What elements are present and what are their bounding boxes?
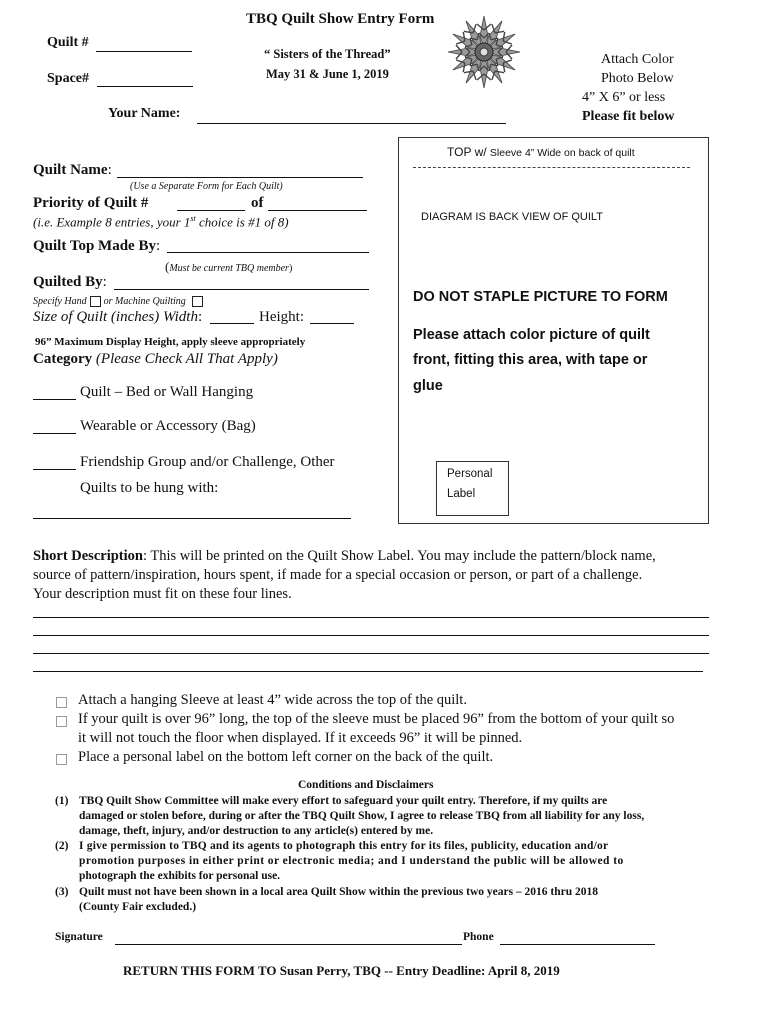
- priority-example: (i.e. Example 8 entries, your 1st choice is #1 of 8): [33, 214, 289, 230]
- condition-1a: TBQ Quilt Show Committee will make every effort to safeguard your quilt entry. Therefore, if my quilts are: [79, 795, 608, 807]
- quilt-top-label: Quilt Top Made By:: [33, 238, 161, 254]
- category-heading: Category (Please Check All That Apply): [33, 351, 278, 367]
- short-description-line1: Short Description: This will be printed on the Quilt Show Label. You may include the pattern/block name,: [33, 548, 656, 564]
- height-label: Height:: [259, 309, 304, 325]
- show-dates: May 31 & June 1, 2019: [266, 67, 389, 81]
- condition-1c: damage, theft, injury, and/or destruction to any article(s) entered by me.: [79, 825, 434, 837]
- signature-label: Signature: [55, 931, 103, 943]
- condition-2b: promotion purposes in either print or electronic media; and I understand the public will be allowed to: [79, 855, 624, 867]
- condition-1b: damaged or stolen before, during or after the TBQ Quilt Show, I agree to release TBQ from all liability for any loss,: [79, 810, 645, 822]
- return-instructions: RETURN THIS FORM TO Susan Perry, TBQ -- Entry Deadline: April 8, 2019: [123, 963, 560, 978]
- attach-instructions-line3: glue: [413, 378, 443, 394]
- no-staple-warning: DO NOT STAPLE PICTURE TO FORM: [413, 289, 668, 305]
- short-description-line3: Your description must fit on these four lines.: [33, 586, 292, 602]
- checklist-item-length-b: it will not touch the floor when displayed. If it exceeds 96” it will be pinned.: [78, 730, 523, 746]
- space-number-label: Space#: [47, 71, 89, 86]
- quilt-top-line[interactable]: [167, 252, 369, 253]
- photo-note-line2: Photo Below: [601, 71, 674, 86]
- category-wearable-label: Wearable or Accessory (Bag): [80, 418, 256, 434]
- condition-number: (2): [55, 840, 69, 852]
- priority-total-line[interactable]: [268, 210, 367, 211]
- priority-number-line[interactable]: [177, 210, 245, 211]
- personal-label-text1: Personal: [447, 468, 493, 480]
- phone-label: Phone: [463, 931, 494, 943]
- condition-number: (1): [55, 795, 69, 807]
- checklist-item-sleeve: Attach a hanging Sleeve at least 4” wide across the top of the quilt.: [78, 692, 467, 708]
- condition-number: (3): [55, 886, 69, 898]
- photo-note-line4: Please fit below: [582, 109, 675, 124]
- priority-label: Priority of Quilt #: [33, 195, 149, 211]
- photo-note-line1: Attach Color: [601, 52, 674, 67]
- description-input-line[interactable]: [33, 617, 709, 618]
- hung-with-line[interactable]: [33, 518, 351, 519]
- quilted-by-label: Quilted By:: [33, 274, 107, 290]
- condition-2a: I give permission to TBQ and its agents to photograph this entry for its files, publicity, education and/or: [79, 840, 609, 852]
- checklist-checkbox[interactable]: [56, 697, 67, 708]
- quilting-method: Specify Hand or Machine Quilting: [33, 296, 206, 307]
- diagram-top-label: TOP w/ Sleeve 4” Wide on back of quilt: [447, 145, 635, 159]
- back-view-note: DIAGRAM IS BACK VIEW OF QUILT: [421, 211, 603, 223]
- your-name-label: Your Name:: [108, 106, 181, 121]
- hung-with-label: Quilts to be hung with:: [80, 480, 219, 496]
- description-input-line[interactable]: [33, 653, 709, 654]
- space-number-line[interactable]: [97, 86, 193, 87]
- attach-instructions-line2: front, fitting this area, with tape or: [413, 352, 648, 368]
- checklist-checkbox[interactable]: [56, 754, 67, 765]
- condition-3a: Quilt must not have been shown in a local area Quilt Show within the previous two years – 2016 thru 2018: [79, 886, 599, 898]
- condition-2c: photograph the exhibits for personal use.: [79, 870, 281, 882]
- separate-form-note: (Use a Separate Form for Each Quilt): [130, 181, 283, 192]
- description-input-line[interactable]: [33, 635, 709, 636]
- photo-note-line3: 4” X 6” or less: [582, 90, 666, 105]
- your-name-line[interactable]: [197, 123, 506, 124]
- category-bed-wall-line[interactable]: [33, 399, 76, 400]
- hand-quilting-checkbox[interactable]: [90, 296, 101, 307]
- checklist-checkbox[interactable]: [56, 716, 67, 727]
- quilt-number-label: Quilt #: [47, 35, 89, 50]
- quilt-number-line[interactable]: [96, 51, 192, 52]
- signature-line[interactable]: [115, 944, 462, 945]
- width-line[interactable]: [210, 323, 254, 324]
- quilted-by-line[interactable]: [114, 289, 369, 290]
- priority-of-label: of: [251, 195, 264, 211]
- member-note: (Must be current TBQ member): [165, 259, 293, 274]
- short-description-line2: source of pattern/inspiration, hours spent, if made for a special occasion or person, or part of a challenge.: [33, 567, 643, 583]
- snowflake-logo-icon: [444, 12, 524, 92]
- checklist-item-length-a: If your quilt is over 96” long, the top of the sleeve must be placed 96” from the bottom of your quilt so: [78, 711, 675, 727]
- size-label: Size of Quilt (inches) Width:: [33, 309, 203, 325]
- category-friendship-label: Friendship Group and/or Challenge, Other: [80, 454, 335, 470]
- category-friendship-line[interactable]: [33, 469, 76, 470]
- attach-instructions-line1: Please attach color picture of quilt: [413, 327, 650, 343]
- phone-line[interactable]: [500, 944, 655, 945]
- form-title: TBQ Quilt Show Entry Form: [246, 11, 435, 27]
- personal-label-text2: Label: [447, 488, 476, 500]
- checklist-item-label: Place a personal label on the bottom left corner on the back of the quilt.: [78, 749, 494, 765]
- category-bed-wall-label: Quilt – Bed or Wall Hanging: [80, 384, 254, 400]
- conditions-heading: Conditions and Disclaimers: [298, 779, 434, 791]
- show-subtitle: “ Sisters of the Thread”: [264, 47, 391, 61]
- condition-3b: (County Fair excluded.): [79, 901, 197, 913]
- quilt-name-label: Quilt Name:: [33, 162, 112, 178]
- quilt-name-line[interactable]: [117, 177, 363, 178]
- height-line[interactable]: [310, 323, 354, 324]
- description-input-line[interactable]: [33, 671, 703, 672]
- sleeve-dashed-line: [413, 167, 690, 168]
- max-height-note: 96” Maximum Display Height, apply sleeve appropriately: [35, 336, 306, 348]
- category-wearable-line[interactable]: [33, 433, 76, 434]
- machine-quilting-checkbox[interactable]: [192, 296, 203, 307]
